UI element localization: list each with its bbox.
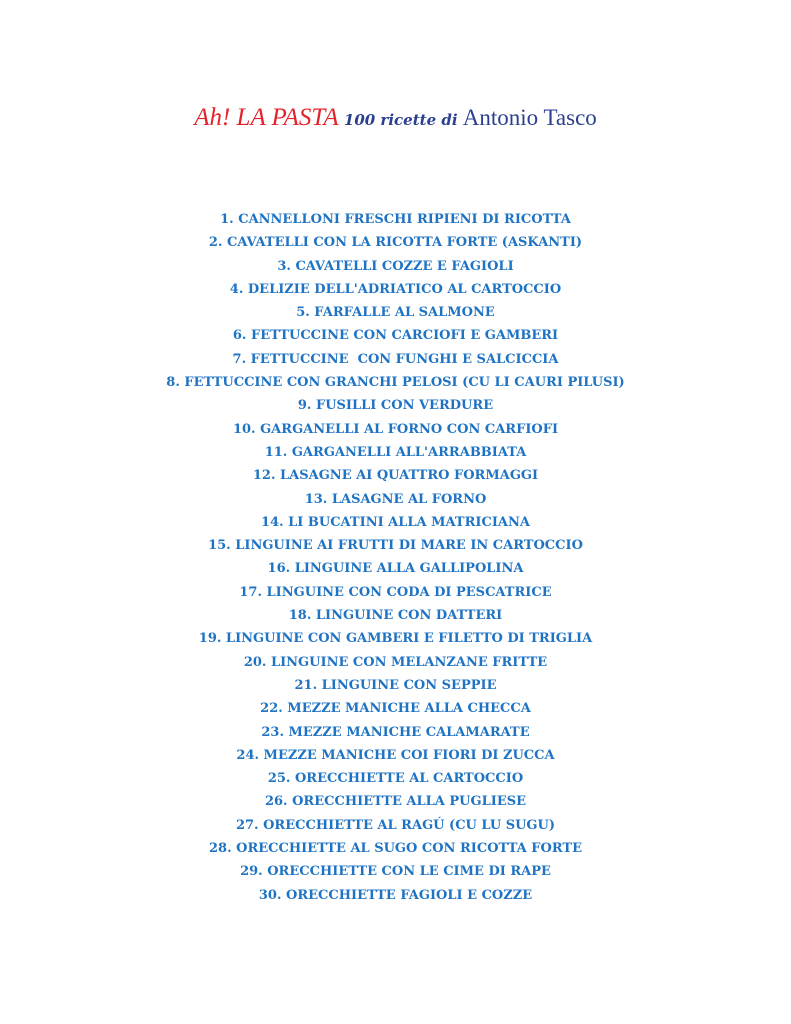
title-main: Ah! LA PASTA <box>194 104 339 131</box>
recipe-item: 26. ORECCHIETTE ALLA PUGLIESE <box>264 794 527 810</box>
recipe-item: 10. GARGANELLI AL FORNO CON CARFIOFI <box>232 421 559 437</box>
recipe-item: 15. LINGUINE AI FRUTTI DI MARE IN CARTOCCIO <box>208 538 583 554</box>
recipe-item: 12. LASAGNE AI QUATTRO FORMAGGI <box>252 468 539 484</box>
recipe-item: 5. FARFALLE AL SALMONE <box>296 305 495 321</box>
recipe-item: 27. ORECCHIETTE AL RAGÚ (CU LU SUGU) <box>235 817 556 833</box>
recipe-item: 23. MEZZE MANICHE CALAMARATE <box>261 724 530 740</box>
recipe-item: 14. LI BUCATINI ALLA MATRICIANA <box>261 514 530 530</box>
recipe-item: 6. FETTUCCINE CON CARCIOFI E GAMBERI <box>232 328 559 344</box>
title-subtitle: 100 ricette di <box>338 111 463 129</box>
recipe-item: 24. MEZZE MANICHE COI FIORI DI ZUCCA <box>236 747 555 763</box>
recipe-item: 28. ORECCHIETTE AL SUGO CON RICOTTA FORTE <box>208 841 583 857</box>
recipe-item: 25. ORECCHIETTE AL CARTOCCIO <box>267 771 524 787</box>
recipe-item: 13. LASAGNE AL FORNO <box>304 491 487 507</box>
recipe-item: 16. LINGUINE ALLA GALLIPOLINA <box>267 561 524 577</box>
recipe-index-list <box>0 208 791 907</box>
recipe-item: 22. MEZZE MANICHE ALLA CHECCA <box>260 701 531 717</box>
recipe-item: 20. LINGUINE CON MELANZANE FRITTE <box>243 654 548 670</box>
recipe-item: 21. LINGUINE CON SEPPIE <box>294 677 497 693</box>
title-author: Antonio Tasco <box>462 105 597 130</box>
recipe-item: 30. ORECCHIETTE FAGIOLI E COZZE <box>258 887 533 903</box>
recipe-item: 29. ORECCHIETTE CON LE CIME DI RAPE <box>240 864 551 880</box>
recipe-item: 8. FETTUCCINE CON GRANCHI PELOSI (CU LI CAURI PILUSI) <box>166 375 625 391</box>
recipe-item: 11. GARGANELLI ALL'ARRABBIATA <box>264 444 527 460</box>
recipe-item: 17. LINGUINE CON CODA DI PESCATRICE <box>239 584 552 600</box>
recipe-item: 2. CAVATELLI CON LA RICOTTA FORTE (ASKANTI) <box>208 235 583 251</box>
recipe-item: 1. CANNELLONI FRESCHI RIPIENI DI RICOTTA <box>220 212 571 227</box>
recipe-item: 9. FUSILLI CON VERDURE <box>297 398 494 414</box>
recipe-item: 3. CAVATELLI COZZE E FAGIOLI <box>277 258 514 274</box>
recipe-item: 4. DELIZIE DELL'ADRIATICO AL CARTOCCIO <box>229 281 562 297</box>
recipe-item: 18. LINGUINE CON DATTERI <box>288 608 503 624</box>
recipe-item: 19. LINGUINE CON GAMBERI E FILETTO DI TRIGLIA <box>198 631 593 647</box>
document-title <box>0 104 791 132</box>
recipe-item: 7. FETTUCCINE CON FUNGHI E SALCICCIA <box>232 351 559 367</box>
